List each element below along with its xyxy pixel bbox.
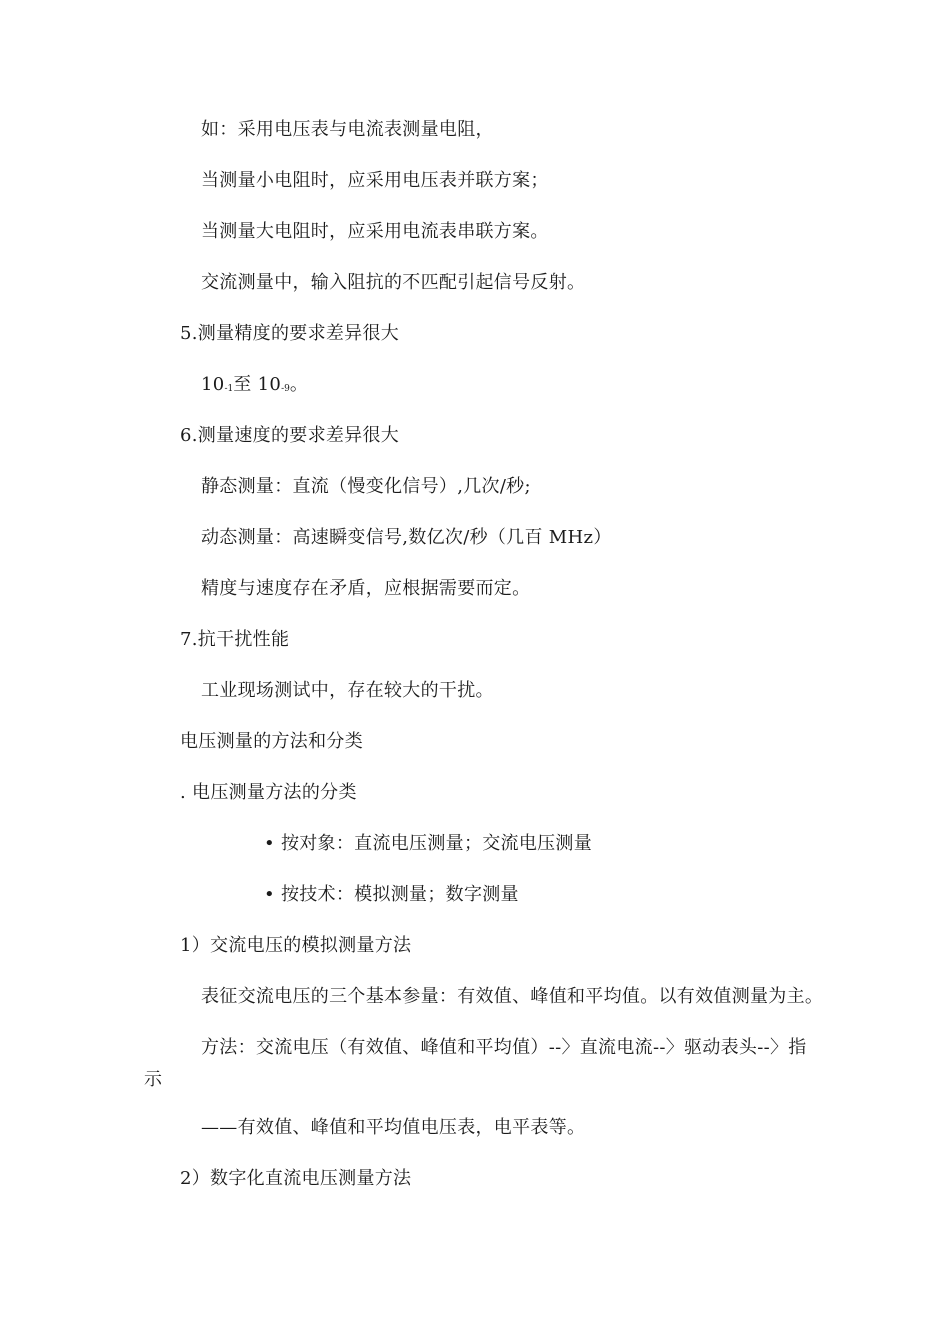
heading-speed: 6.测量速度的要求差异很大: [180, 425, 400, 446]
heading-ac-analog: 1）交流电压的模拟测量方法: [180, 935, 412, 956]
paragraph-precision-range: [201, 373, 308, 401]
paragraph-method-flow-continued: 示: [144, 1069, 163, 1090]
paragraph-large-resistance: 当测量大电阻时，应采用电流表串联方案。: [201, 221, 549, 242]
paragraph-small-resistance: 当测量小电阻时，应采用电压表并联方案；: [201, 170, 549, 191]
paragraph-method-flow: 方法：交流电压（有效值、峰值和平均值）--〉直流电流--〉驱动表头--〉指: [201, 1037, 807, 1058]
paragraph-precision-speed: 精度与速度存在矛盾，应根据需要而定。: [201, 578, 531, 599]
heading-voltage-classification: . 电压测量方法的分类: [180, 782, 357, 803]
paragraph-ac-parameters: 表征交流电压的三个基本参量：有效值、峰值和平均值。以有效值测量为主。: [201, 986, 824, 1007]
heading-voltage-methods: 电压测量的方法和分类: [180, 731, 363, 752]
paragraph-voltmeter-types: ——有效值、峰值和平均值电压表，电平表等。: [201, 1117, 586, 1138]
paragraph-static-measurement: 静态测量：直流（慢变化信号）,几次/秒;: [201, 476, 531, 497]
precision-base-1: 10: [201, 374, 225, 395]
paragraph-example-resistance: 如：采用电压表与电流表测量电阻，: [201, 119, 494, 140]
bullet-by-technique: • 按技术：模拟测量；数字测量: [264, 884, 519, 905]
precision-exponent-2: -9: [281, 384, 290, 394]
heading-anti-interference: 7.抗干扰性能: [180, 629, 290, 650]
heading-precision: 5.测量精度的要求差异很大: [180, 323, 400, 344]
paragraph-dynamic-measurement: 动态测量：高速瞬变信号,数亿次/秒（几百 MHz）: [201, 527, 612, 548]
precision-exponent-1: -1: [224, 384, 234, 394]
precision-end: 。: [289, 374, 309, 395]
precision-base-2: 至 10: [233, 374, 282, 395]
heading-digital-dc: 2）数字化直流电压测量方法: [180, 1168, 412, 1189]
paragraph-ac-impedance: 交流测量中，输入阻抗的不匹配引起信号反射。: [201, 272, 586, 293]
paragraph-industrial-interference: 工业现场测试中，存在较大的干扰。: [201, 680, 494, 701]
bullet-by-object: • 按对象：直流电压测量；交流电压测量: [264, 833, 593, 854]
